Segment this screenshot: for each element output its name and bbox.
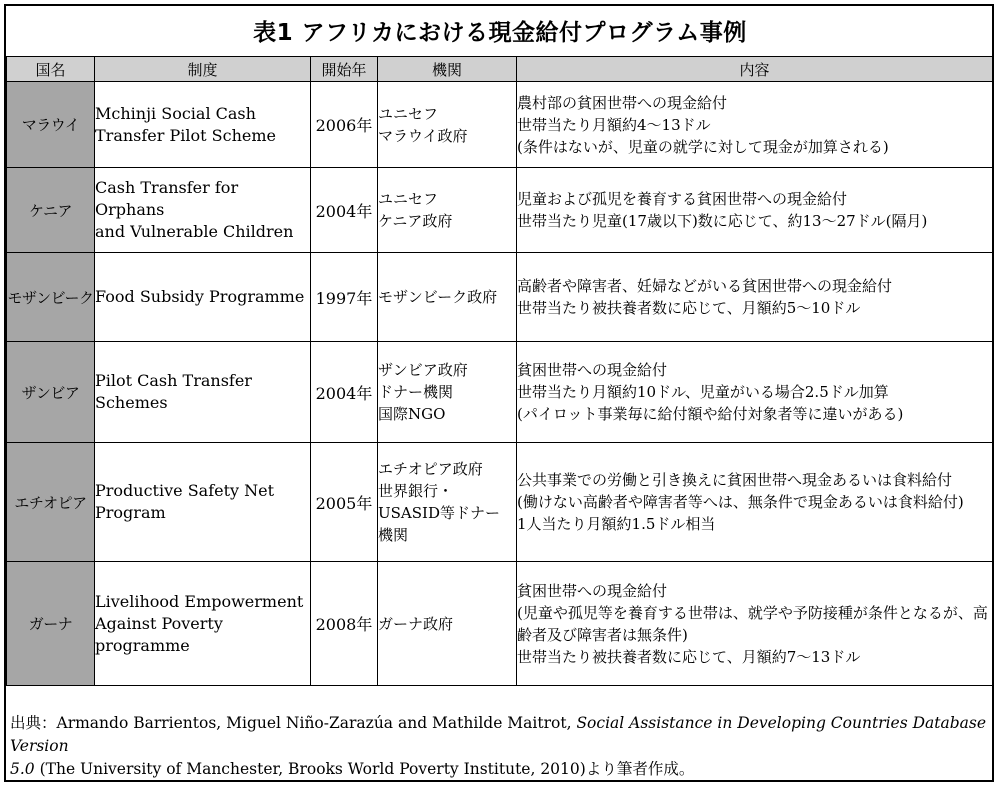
header-row — [7, 57, 993, 82]
content-cell — [517, 253, 993, 342]
country-cell: ケニア — [7, 168, 95, 253]
agency-line: ユニセフ — [378, 190, 439, 208]
table-row — [7, 168, 993, 253]
column-header-country: 国名 — [7, 57, 95, 82]
table-row — [7, 443, 993, 562]
country-cell: エチオピア — [7, 443, 95, 562]
agency-line: USASID等ドナー — [378, 504, 500, 522]
agency-cell — [378, 168, 517, 253]
agency-cell — [378, 562, 517, 686]
source-suffix: (The University of Manchester, Brooks World Poverty Institute, 2010)より筆者作成。 — [34, 760, 695, 778]
country-cell: モザンビーク — [7, 253, 95, 342]
agency-line: エチオピア政府 — [378, 460, 483, 478]
content-line: 貧困世帯への現金給付 — [517, 361, 668, 379]
year-cell: 1997年 — [311, 253, 378, 342]
agency-line: 国際NGO — [378, 405, 446, 423]
agency-line: ケニア政府 — [378, 212, 453, 230]
scheme-cell — [95, 562, 311, 686]
country-cell: ガーナ — [7, 562, 95, 686]
scheme-line: Pilot Cash Transfer — [95, 371, 252, 390]
agency-cell — [378, 253, 517, 342]
content-line: 貧困世帯への現金給付 — [517, 581, 668, 600]
content-cell — [517, 82, 993, 168]
content-line: 齢者及び障害者は無条件) — [517, 625, 688, 644]
content-cell — [517, 342, 993, 443]
agency-line: マラウイ政府 — [378, 126, 468, 145]
scheme-line: and Vulnerable Children — [95, 222, 294, 241]
source-title-line1: Social Assistance in Developing Countries Database Version — [10, 714, 987, 755]
scheme-cell — [95, 443, 311, 562]
agency-line: ガーナ政府 — [378, 614, 454, 633]
agency-cell — [378, 443, 517, 562]
content-cell — [517, 562, 993, 686]
scheme-line: Livelihood Empowerment — [95, 591, 304, 611]
agency-cell — [378, 82, 517, 168]
content-cell — [517, 168, 993, 253]
content-line: 世帯当たり被扶養者数に応じて、月額約7～13ドル — [517, 647, 861, 666]
scheme-cell — [95, 168, 311, 253]
scheme-line: Transfer Pilot Scheme — [95, 125, 276, 145]
content-line: 公共事業での労働と引き換えに貧困世帯へ現金あるいは食料給付 — [517, 471, 953, 489]
column-header-content: 内容 — [517, 57, 993, 82]
scheme-line: Productive Safety Net — [95, 481, 275, 500]
content-line: 世帯当たり月額約4～13ドル — [517, 115, 711, 134]
table-row — [7, 253, 993, 342]
content-line: 世帯当たり児童(17歳以下)数に応じて、約13～27ドル(隔月) — [517, 212, 928, 230]
content-line: (パイロット事業毎に給付額や給付対象者等に違いがある) — [517, 405, 904, 423]
year-cell: 2006年 — [311, 82, 378, 168]
scheme-cell — [95, 82, 311, 168]
column-header-scheme: 制度 — [95, 57, 311, 82]
country-cell: マラウイ — [7, 82, 95, 168]
scheme-cell — [95, 253, 311, 342]
source-title-line2: 5.0 — [10, 760, 35, 778]
year-cell: 2004年 — [311, 342, 378, 443]
content-line: 高齢者や障害者、妊婦などがいる貧困世帯への現金給付 — [517, 277, 893, 295]
column-header-year: 開始年 — [311, 57, 378, 82]
program-table — [6, 56, 993, 686]
scheme-line: Food Subsidy Programme — [95, 287, 305, 306]
source-note — [10, 712, 988, 781]
content-line: 農村部の貧困世帯への現金給付 — [517, 93, 728, 112]
column-header-agency: 機関 — [378, 57, 517, 82]
content-cell — [517, 443, 993, 562]
agency-line: ユニセフ — [378, 104, 439, 123]
content-line: 世帯当たり月額約10ドル、児童がいる場合2.5ドル加算 — [517, 383, 889, 401]
source-prefix: 出典：Armando Barrientos, Miguel Niño-Zarazúa and Mathilde Maitrot, — [10, 714, 577, 732]
scheme-cell — [95, 342, 311, 443]
agency-line: 機関 — [378, 526, 409, 544]
agency-line: ザンビア政府 — [378, 361, 468, 379]
agency-line: 世界銀行・ — [378, 482, 454, 500]
scheme-line: Mchinji Social Cash — [95, 103, 256, 123]
agency-line: ドナー機関 — [378, 383, 454, 401]
year-cell: 2005年 — [311, 443, 378, 562]
content-line: (働けない高齢者や障害者等へは、無条件で現金あるいは食料給付) — [517, 493, 964, 511]
content-line: 1人当たり月額約1.5ドル相当 — [517, 515, 716, 533]
table-row — [7, 562, 993, 686]
scheme-line: programme — [95, 635, 190, 655]
agency-cell — [378, 342, 517, 443]
scheme-line: Schemes — [95, 393, 168, 412]
scheme-line: Cash Transfer for Orphans — [95, 178, 239, 219]
agency-line: モザンビーク政府 — [378, 288, 498, 306]
year-cell: 2008年 — [311, 562, 378, 686]
content-line: (条件はないが、児童の就学に対して現金が加算される) — [517, 137, 889, 156]
scheme-line: Program — [95, 503, 166, 522]
table-row — [7, 342, 993, 443]
year-cell: 2004年 — [311, 168, 378, 253]
table-row — [7, 82, 993, 168]
scheme-line: Against Poverty — [95, 613, 223, 633]
content-line: 世帯当たり被扶養者数に応じて、月額約5～10ドル — [517, 299, 861, 317]
table-title: 表1 アフリカにおける現金給付プログラム事例 — [253, 20, 747, 46]
content-line: (児童や孤児等を養育する世帯は、就学や予防接種が条件となるが、高 — [517, 603, 988, 622]
country-cell: ザンビア — [7, 342, 95, 443]
content-line: 児童および孤児を養育する貧困世帯への現金給付 — [517, 190, 848, 208]
